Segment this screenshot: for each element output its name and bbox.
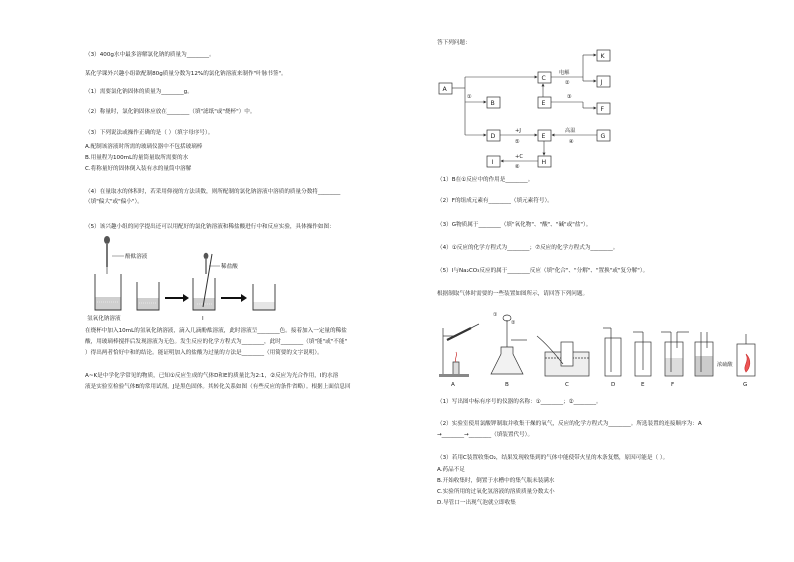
node-B — [487, 97, 500, 108]
apparatus-E — [633, 332, 651, 376]
svg-text:F: F — [600, 106, 605, 113]
reaction-flow-diagram — [437, 46, 637, 170]
svg-text:C: C — [541, 75, 546, 82]
text-line: A~K是中学化学常见的物质，已知①反应生成的气体D和E的质量比为2:1，②反应为光合作用，I的水溶 — [85, 373, 339, 379]
svg-text:E: E — [541, 133, 546, 140]
naoh-label: 氢氧化钠溶液 — [87, 316, 121, 322]
node-F — [597, 103, 610, 114]
apparatus-F — [661, 332, 689, 376]
node-G — [597, 130, 610, 141]
label-r3: ③ — [567, 94, 572, 100]
text-line: →________→________（填装置代号）。 — [437, 432, 534, 438]
beaker-icon — [95, 274, 121, 310]
phenolphthalein-label: 酚酞溶液 — [125, 254, 148, 260]
apparatus-C — [537, 336, 589, 376]
node-E2 — [538, 130, 551, 141]
beaker-icon — [137, 282, 159, 310]
gas-apparatus-figure — [437, 302, 767, 390]
text-line: 在烧杯中加入10mL的氢氧化钠溶液，滴入几滴酚酞溶液，此时溶液呈________色。接着加入一定量的稀盐 — [85, 328, 347, 334]
hcl-label: 稀盐酸 — [221, 264, 238, 270]
dropper-icon — [204, 253, 209, 274]
node-D — [487, 130, 500, 141]
label-r5: ⑤ — [515, 139, 520, 145]
beaker-icon — [193, 278, 215, 310]
text-line: （2）F的组成元素有________（填元素符号）。 — [437, 198, 553, 204]
node-J — [597, 76, 610, 87]
text-line: 液是实验室检验气体B的常用试剂，J是黑色固体。其转化关系如图（有些反应的条件省略）。根据上面信息回 — [85, 384, 351, 390]
svg-text:A: A — [442, 86, 447, 93]
svg-text:D: D — [490, 133, 496, 140]
text-line: （5）该兴趣小组的同学提出还可以用配好的氯化钠溶液和稀盐酸进行中和反应实验，具体操作如图： — [85, 224, 335, 230]
text-line: （3）400g水中最多溶解氯化钠的质量为________。 — [85, 52, 215, 58]
text-line: A.药品不足 — [437, 467, 465, 473]
label-C: C — [565, 382, 569, 388]
label-E: E — [641, 382, 645, 388]
label-A: A — [451, 382, 455, 388]
svg-text:J: J — [600, 79, 603, 86]
conc-acid-label: 浓硫酸 — [717, 362, 733, 368]
text-line: （4）①反应的化学方程式为________；⑦反应的化学方程式为________。 — [437, 245, 619, 251]
svg-text:I: I — [491, 159, 494, 166]
label-r1: ① — [467, 94, 472, 100]
label-r4: ④ — [569, 139, 574, 145]
text-line: （3）下列说法或操作正确的是（ ）（填字母序号）。 — [85, 130, 214, 136]
text-line: （1）B在①反应中的作用是________。 — [437, 177, 534, 183]
node-A — [439, 83, 452, 94]
text-line: （4）在量取水的体积时，若采用仰视的方法读数，则所配制的氯化钠溶液中溶质的质量分数将________ — [85, 189, 341, 195]
label-r6: ⑥ — [515, 164, 520, 170]
svg-text:E: E — [541, 100, 546, 107]
apparatus-washer — [695, 332, 713, 376]
svg-text:G: G — [600, 133, 606, 140]
label-D: D — [611, 382, 616, 388]
label-F: F — [671, 382, 675, 388]
apparatus-D — [603, 328, 621, 376]
node-I — [487, 156, 500, 167]
text-line: B.开始收集时，倒置于水槽中的集气瓶未装满水 — [437, 478, 555, 484]
text-line: 酸，用玻璃棒搅拌后发现溶液为无色。发生反应的化学方程式为________，此时________（填"能"或"不能" — [85, 339, 348, 345]
text-line: D.导管口一出现气泡就立即收集 — [437, 500, 516, 506]
text-line: 某化学课外兴趣小组欲配制80g质量分数为12%的氯化钠溶液来制作"叶脉书签"。 — [85, 71, 287, 77]
beaker-icon — [253, 284, 275, 310]
arrow-icon — [165, 294, 189, 302]
label-B: B — [505, 382, 509, 388]
text-line: 答下列问题： — [437, 40, 471, 46]
label-num1: ① — [493, 312, 498, 318]
label-r2: ② — [565, 80, 570, 86]
text-line: （填"偏大"或"偏小"）。 — [85, 199, 143, 205]
neutralization-figure — [85, 234, 285, 326]
label-plusC: +C — [515, 154, 523, 160]
apparatus-A — [439, 324, 479, 377]
svg-text:H: H — [541, 159, 547, 166]
text-line: （3）若用C装置收集O₂，结果发现收集到的气体中能使带火星的木条复燃，原因可能是（ ）。 — [437, 455, 669, 461]
node-K — [597, 50, 610, 61]
node-H — [538, 156, 551, 167]
apparatus-G — [737, 334, 755, 376]
text-line: 根据制取气体时需要的一些装置如图所示，请回答下列问题。 — [437, 291, 589, 297]
label-num2: ② — [511, 320, 516, 326]
text-line: C.将称量好的固体倒入装有水的量筒中溶解 — [85, 166, 192, 172]
text-line: C.实验所用的过氧化氢溶液的溶质质量分数太小 — [437, 489, 555, 495]
text-line: ）得出两者恰好中和的结论。能证明加入的盐酸为过量的方法是________（用简要的文字说明）。 — [85, 350, 323, 356]
node-E — [538, 97, 551, 108]
node-C — [538, 72, 551, 83]
text-line: A.配制该溶液时所需的玻璃仪器中不包括玻璃棒 — [85, 144, 203, 150]
text-line: （2）实验室使用氯酸钾制取并收集干燥的氧气，反应的化学方程式为________。所选装置的连接顺序为：A — [437, 421, 702, 427]
label-heat: 高温 — [565, 128, 576, 134]
arrow-icon — [221, 294, 247, 302]
label-elec: 电解 — [559, 70, 570, 76]
text-line: （2）称量时，氯化钠固体应放在________（填"滤纸"或"烧杯"）中。 — [85, 109, 256, 115]
svg-text:B: B — [490, 100, 495, 107]
label-plusJ: +J — [515, 128, 521, 134]
dropper-icon — [104, 236, 110, 274]
apparatus-B — [491, 312, 527, 374]
svg-text:K: K — [600, 53, 605, 60]
text-line: （1）写出图中标有序号的仪器的名称：①________；②________。 — [437, 399, 602, 405]
text-line: B.用量程为100mL的量筒量取所需要的水 — [85, 155, 189, 161]
text-line: （1）需要氯化钠固体的质量为________g。 — [85, 89, 193, 95]
label-G: G — [743, 382, 748, 388]
figure-I-label: I — [202, 316, 204, 322]
text-line: （3）G物质属于________（填"氧化物"、"酸"、"碱"或"盐"）。 — [437, 222, 592, 228]
text-line: （5）I与Na₂CO₃反应的属于________反应（填"化合"、"分解"、"置换"或"复分解"）。 — [437, 268, 649, 274]
